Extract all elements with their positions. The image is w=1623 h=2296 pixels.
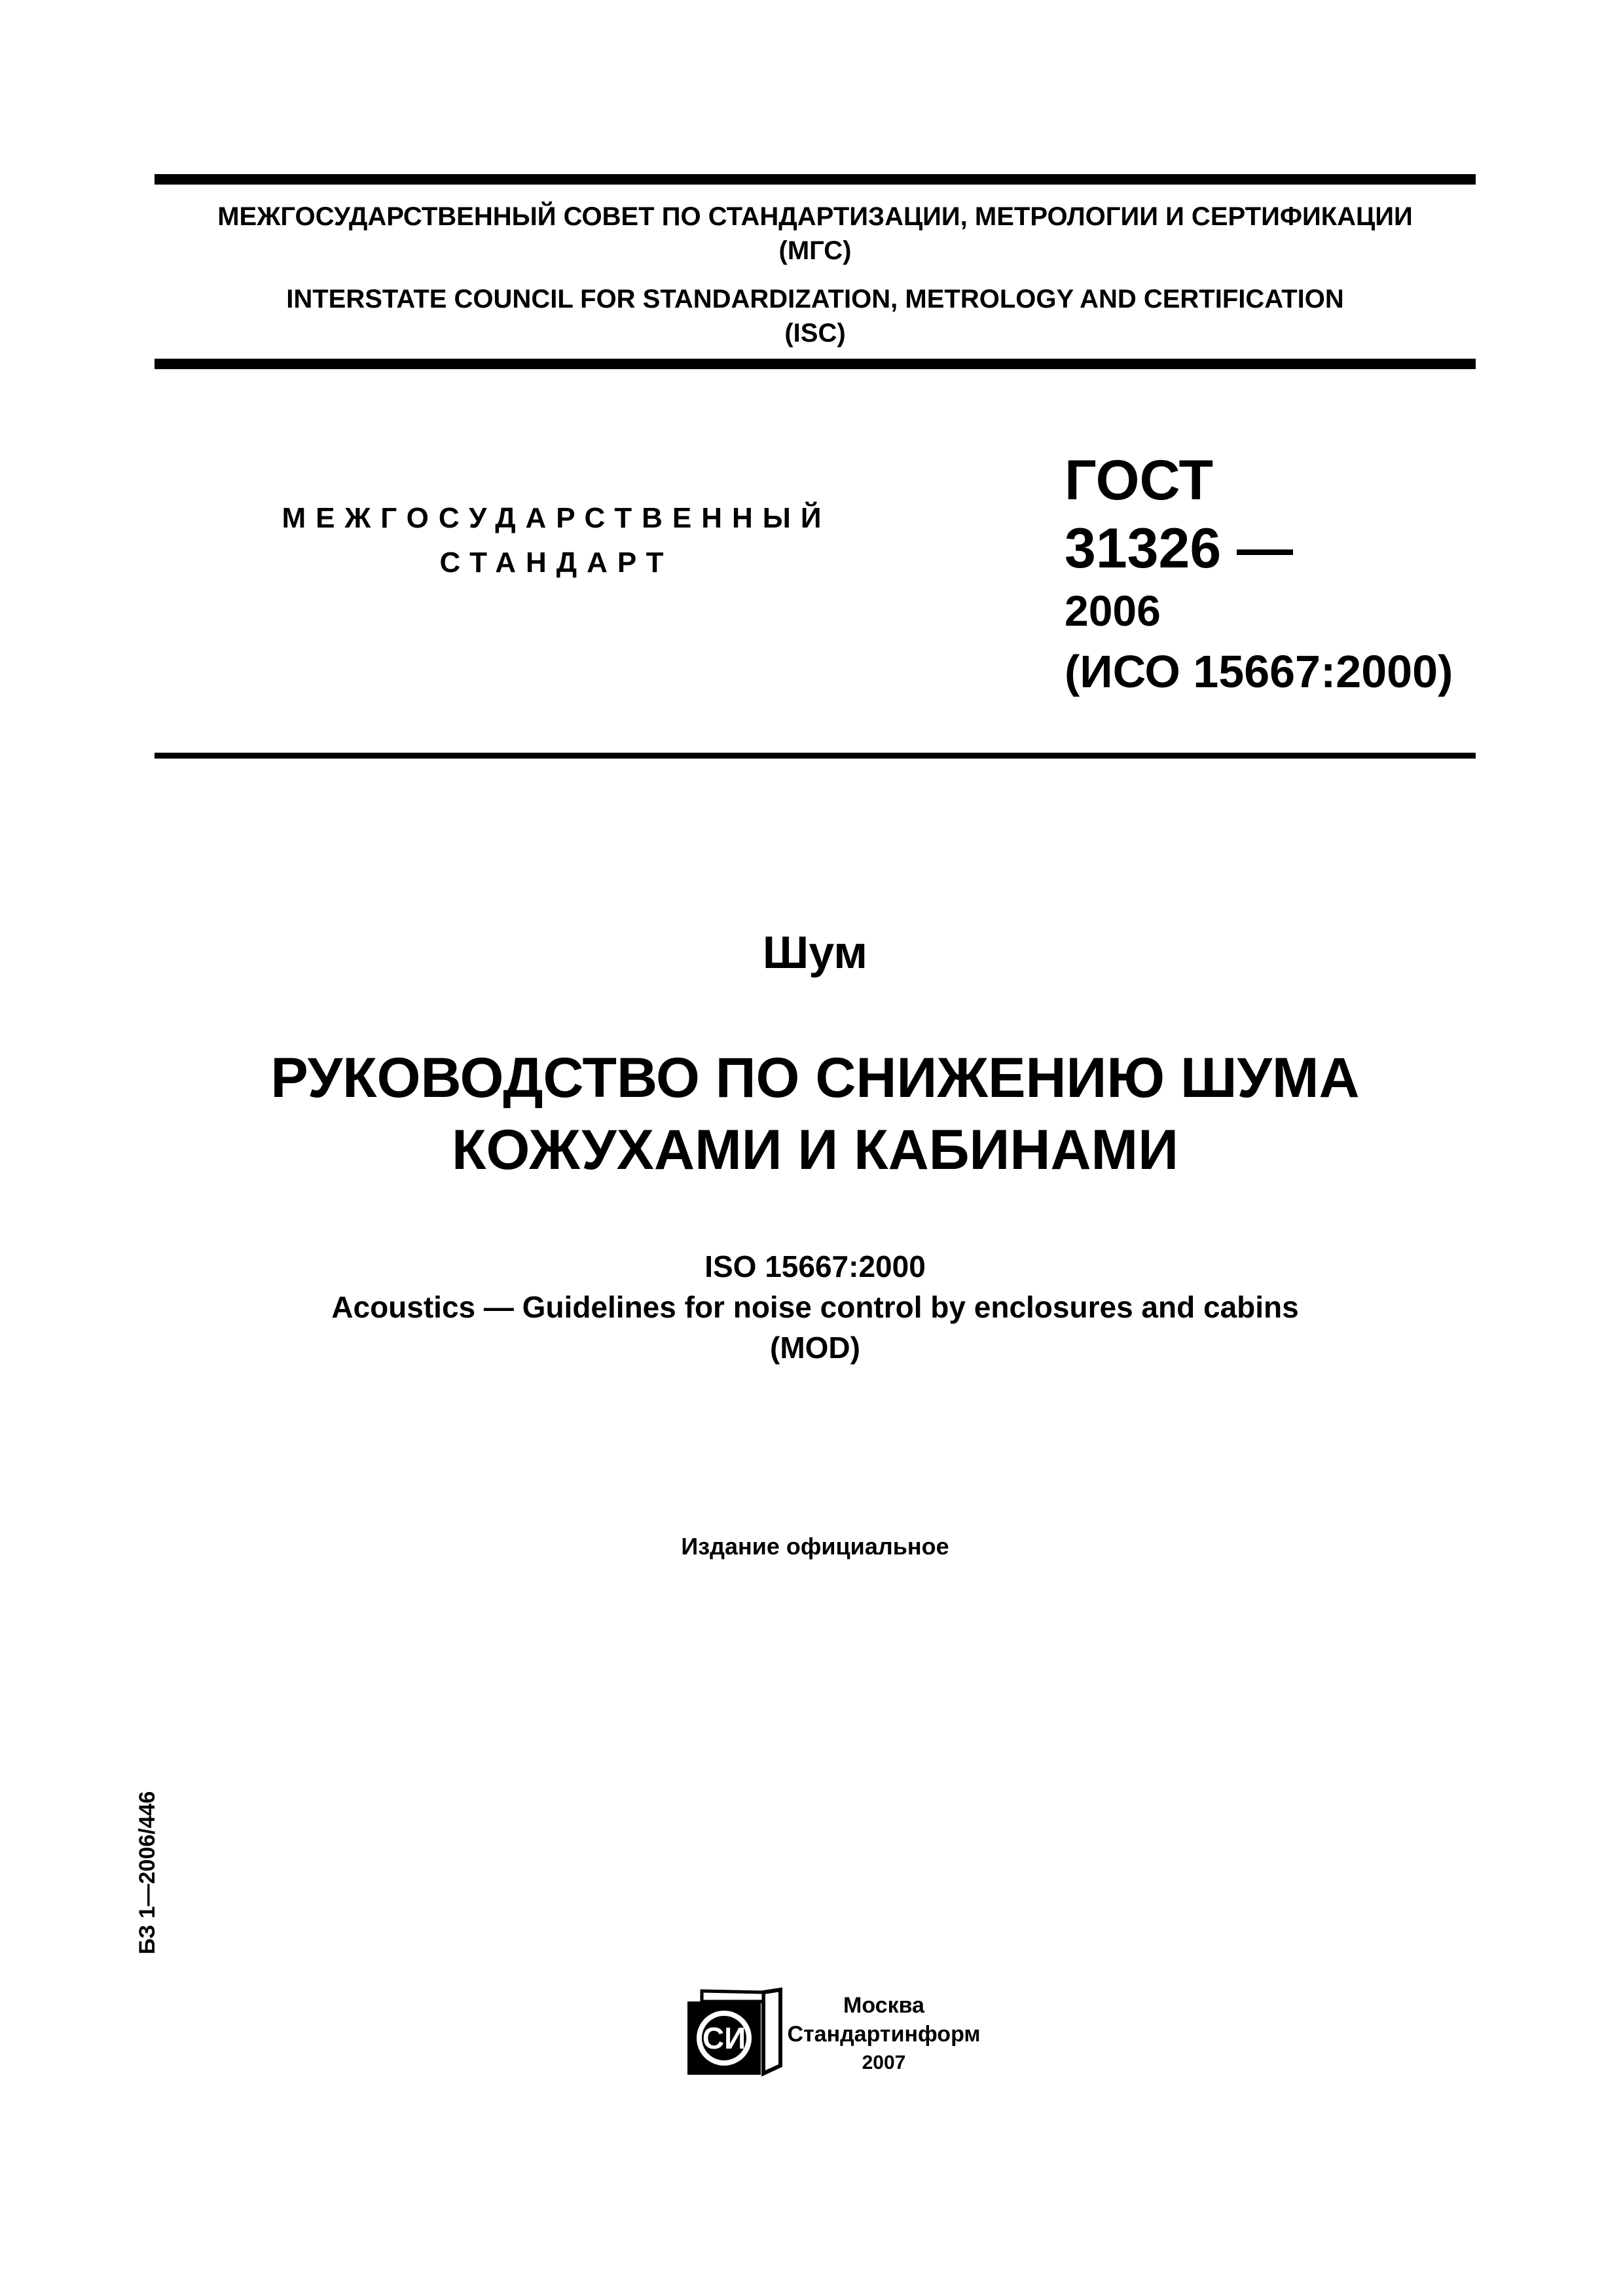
standard-kind-line-1: МЕЖГОСУДАРСТВЕННЫЙ xyxy=(282,502,831,534)
iso-number: ISO 15667:2000 xyxy=(704,1249,926,1283)
council-name-en: INTERSTATE COUNCIL FOR STANDARDIZATION, METROLOGY AND CERTIFICATION xyxy=(286,285,1344,314)
designation-line-3: 2006 xyxy=(1065,586,1161,635)
edition-label: Издание официальное xyxy=(681,1533,949,1560)
header-bottom-rule xyxy=(155,359,1476,369)
main-title-line-1: РУКОВОДСТВО ПО СНИЖЕНИЮ ШУМА xyxy=(270,1047,1360,1109)
designation-line-2: 31326 — xyxy=(1065,517,1294,580)
publisher-year: 2007 xyxy=(862,2052,906,2073)
publisher-name: Стандартинформ xyxy=(787,2022,981,2047)
side-code: БЗ 1—2006/446 xyxy=(135,1791,160,1954)
designation-line-4: (ИСО 15667:2000) xyxy=(1065,646,1453,697)
main-title-line-2: КОЖУХАМИ И КАБИНАМИ xyxy=(451,1119,1179,1181)
subject-title: Шум xyxy=(762,927,868,978)
designation-bottom-rule xyxy=(155,753,1476,759)
top-rule xyxy=(155,174,1476,185)
council-abbr-ru: (МГС) xyxy=(778,236,852,265)
standard-kind-line-2: СТАНДАРТ xyxy=(439,547,674,579)
designation-line-1: ГОСТ xyxy=(1065,449,1214,512)
standartinform-logo-icon xyxy=(685,1987,783,2079)
council-name-ru: МЕЖГОСУДАРСТВЕННЫЙ СОВЕТ ПО СТАНДАРТИЗАЦИИ, МЕТРОЛОГИИ И СЕРТИФИКАЦИИ xyxy=(217,202,1413,231)
iso-mod: (MOD) xyxy=(770,1331,860,1365)
logo-lettering: СИ xyxy=(702,2021,746,2055)
publisher-city: Москва xyxy=(843,1993,924,2018)
council-abbr-en: (ISC) xyxy=(784,319,846,348)
iso-title: Acoustics — Guidelines for noise control by enclosures and cabins xyxy=(331,1290,1299,1324)
